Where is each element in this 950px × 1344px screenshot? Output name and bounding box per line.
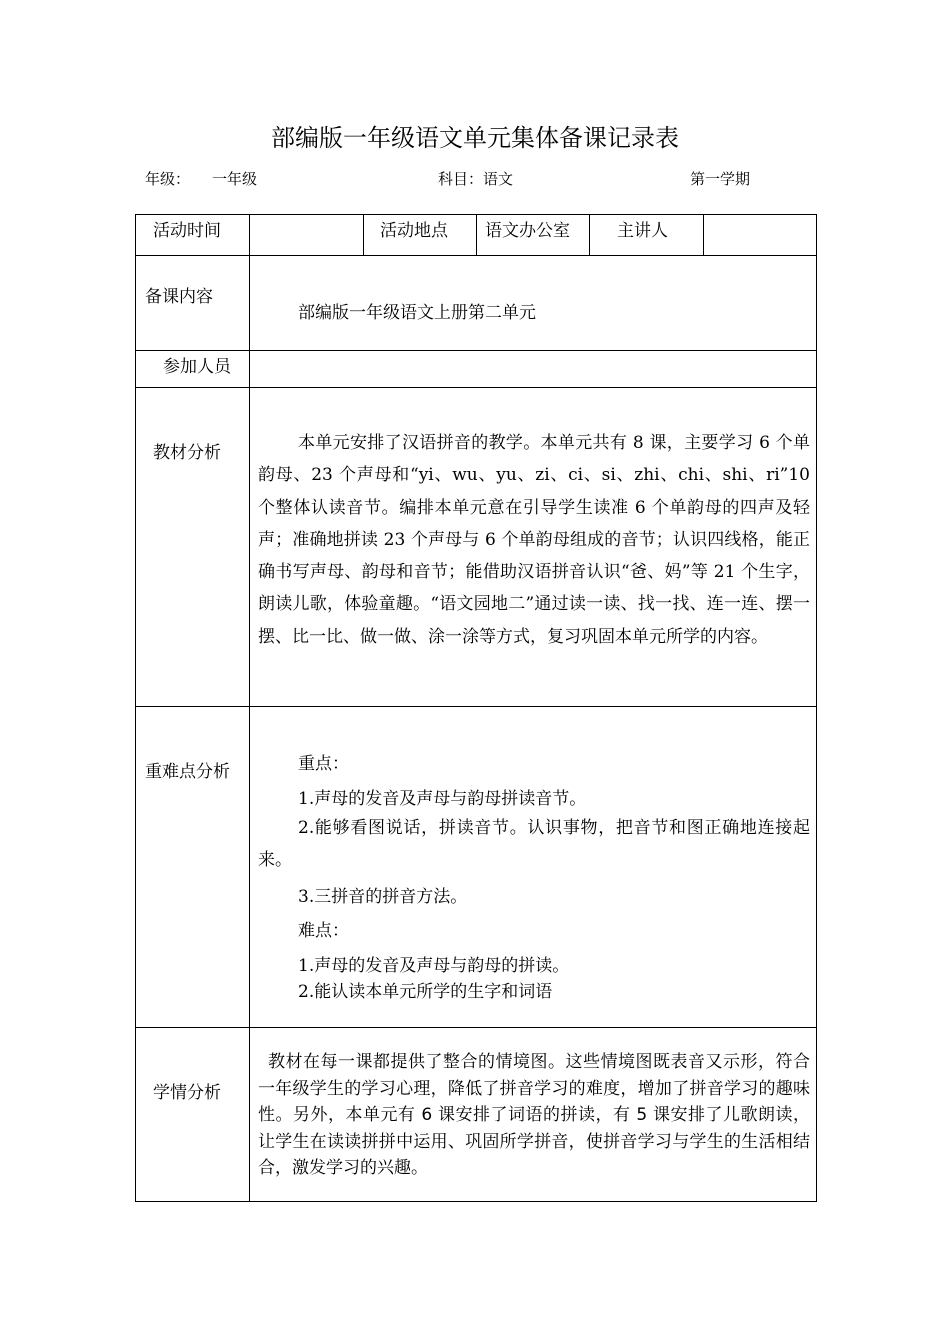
header-cell-divider (589, 215, 590, 255)
difficult-points-heading: 难点： (298, 921, 349, 941)
grade-label: 年级： (145, 170, 191, 188)
row-divider (136, 387, 816, 388)
difficult-point-item: 1.声母的发音及声母与韵母的拼读。 (298, 956, 570, 976)
document-title: 部编版一年级语文单元集体备课记录表 (271, 124, 679, 152)
key-points-heading: 重点： (298, 754, 349, 774)
header-cell-divider (363, 215, 364, 255)
student-analysis-text: 教材在每一课都提供了整合的情境图。这些情境图既表音又示形，符合一年级学生的学习心理，降低了拼音学习的难度，增加了拼音学习的趣味性。另外，本单元有 6 课安排了词语的拼读，有 5 课安排了儿歌朗读，让学生在读读拼拼中运用、巩固所学拼音，使拼音学习与学生的生活相结合，激发学习的兴趣。 (258, 1052, 810, 1178)
lesson-content-value: 部编版一年级语文上册第二单元 (298, 303, 536, 323)
key-point-item: 2.能够看图说话，拼读音节。认识事物，把音节和图正确地连接起来。 (258, 818, 810, 871)
participants-label: 参加人员 (163, 357, 231, 377)
row-divider (136, 1027, 816, 1028)
grade-value: 一年级 (212, 170, 258, 188)
lesson-content-label: 备课内容 (145, 287, 213, 307)
student-analysis-label: 学情分析 (153, 1083, 221, 1103)
header-cell-divider (476, 215, 477, 255)
label-column-divider (249, 215, 250, 1202)
textbook-analysis-label: 教材分析 (153, 443, 221, 463)
key-points-label: 重难点分析 (145, 762, 230, 782)
difficult-point-item: 2.能认读本单元所学的生字和词语 (298, 982, 553, 1002)
speaker-label: 主讲人 (617, 221, 668, 241)
key-point-item: 3.三拼音的拼音方法。 (298, 887, 468, 907)
row-divider (136, 706, 816, 707)
activity-place-value: 语文办公室 (485, 221, 570, 241)
activity-place-label: 活动地点 (380, 221, 448, 241)
textbook-analysis-text: 本单元安排了汉语拼音的教学。本单元共有 8 课，主要学习 6 个单韵母、23 个声母和“yi、wu、yu、zi、ci、si、zhi、chi、shi、ri”10 个整体认读音节。编排本单元意在引导学生读准 6 个单韵母的四声及轻声；准确地拼读 23 个声母与 6 个单韵母组成的音节；认识四线格，能正确书写声母、韵母和音节；能借助汉语拼音认识“爸、妈”等 21 个生字，朗读儿歌，体验童趣。“语文园地二”通过读一读、找一找、连一连、摆一摆、比一比、做一做、涂一涂等方式，复习巩固本单元所学的内容。 (258, 433, 810, 647)
activity-time-label: 活动时间 (153, 221, 221, 241)
header-cell-divider (703, 215, 704, 255)
row-divider (136, 350, 816, 351)
subject-field: 科目：语文 (438, 170, 514, 188)
key-point-item: 1.声母的发音及声母与韵母拼读音节。 (298, 789, 587, 809)
term-field: 第一学期 (690, 170, 751, 188)
row-divider (136, 255, 816, 256)
